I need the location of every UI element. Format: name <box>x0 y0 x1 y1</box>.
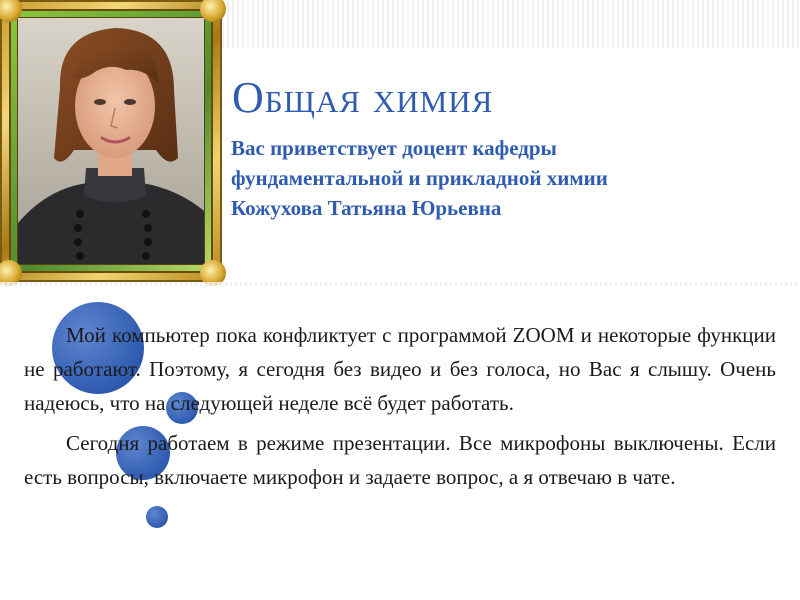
frame-border <box>9 9 213 273</box>
slide-subtitle <box>231 133 751 223</box>
subtitle-line: Вас приветствует доцент кафедры <box>231 136 557 160</box>
portrait-photo <box>17 17 205 265</box>
subtitle-line: фундаментальной и прикладной химии <box>231 166 608 190</box>
portrait-frame <box>0 0 222 282</box>
divider-stripes <box>0 282 800 286</box>
subtitle-line: Кожухова Татьяна Юрьевна <box>231 196 502 220</box>
slide-title: Общая химия <box>232 73 494 122</box>
top-decorative-stripes <box>222 0 800 48</box>
decorative-circle-tiny <box>146 506 168 528</box>
body-paragraph: Мой компьютер пока конфликтует с программой ZOOM и некоторые функции не работают. Поэтому, я сегодня без видео и без голоса, но Вас я слышу. Очень надеюсь, что на следующей неделе всё будет работать. <box>24 323 776 415</box>
body-paragraph: Сегодня работаем в режиме презентации. Все микрофоны выключены. Если есть вопросы, включаете микрофон и задаете вопрос, а я отвечаю в чате. <box>24 431 776 489</box>
slide-body <box>24 318 776 500</box>
portrait-illustration <box>18 18 205 265</box>
